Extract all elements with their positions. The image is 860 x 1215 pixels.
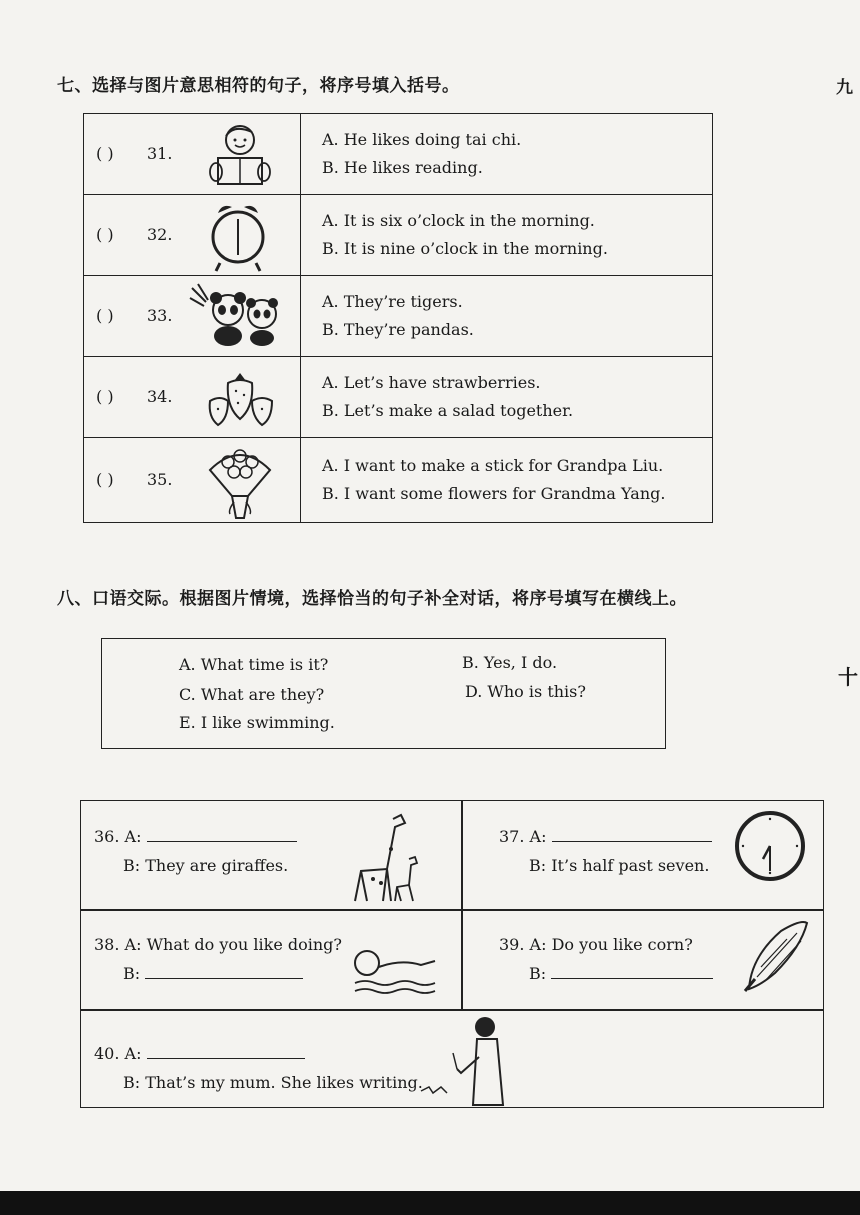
q38-line-a: 38. A: What do you like doing?	[94, 935, 342, 954]
option-a: A. They’re tigers.	[322, 292, 463, 311]
strawberries-icon	[204, 367, 276, 433]
answer-parenthesis[interactable]: ( )	[96, 470, 114, 489]
option-a: A. I want to make a stick for Grandpa Liu.	[322, 456, 664, 475]
option-a: A. It is six o’clock in the morning.	[322, 211, 595, 230]
option-e-sentence: E. I like swimming.	[179, 713, 335, 732]
section8-title: 八、口语交际。根据图片情境，选择恰当的句子补全对话，将序号填写在横线上。	[57, 589, 687, 609]
option-c-sentence: C. What are they?	[179, 685, 325, 704]
option-b: B. They’re pandas.	[322, 320, 474, 339]
q37-answer-blank[interactable]	[552, 841, 712, 842]
side-char-nine: 九	[836, 78, 853, 98]
question-number: 33.	[147, 306, 173, 325]
q36-speaker-a: 36. A:	[94, 827, 142, 846]
option-b: B. He likes reading.	[322, 158, 483, 177]
question-row-31	[84, 114, 713, 195]
option-a: A. He likes doing tai chi.	[322, 130, 522, 149]
q40-answer-blank[interactable]	[147, 1058, 305, 1059]
q36-line-b: B: They are giraffes.	[123, 856, 289, 875]
answer-parenthesis[interactable]: ( )	[96, 225, 114, 244]
q38-answer-blank[interactable]	[145, 978, 303, 979]
q36-line-a	[94, 827, 297, 846]
swimmer-icon	[351, 941, 443, 1001]
q37-speaker-a: 37. A:	[499, 827, 547, 846]
dialog-grid	[80, 800, 824, 1108]
woman-writing-icon	[417, 1013, 527, 1111]
option-b: B. It is nine o’clock in the morning.	[322, 239, 608, 258]
answer-parenthesis[interactable]: ( )	[96, 144, 114, 163]
q40-speaker-a: 40. A:	[94, 1044, 142, 1063]
q39-answer-blank[interactable]	[551, 978, 713, 979]
alarm-clock-icon	[208, 199, 268, 277]
q37-line-b: B: It’s half past seven.	[529, 856, 710, 875]
option-b: B. Let’s make a salad together.	[322, 401, 574, 420]
matching-table	[83, 113, 713, 523]
flower-bouquet-icon	[200, 440, 280, 524]
q40-line-b: B: That’s my mum. She likes writing.	[123, 1073, 423, 1092]
option-a-sentence: A. What time is it?	[179, 655, 329, 674]
q37-line-a	[499, 827, 712, 846]
q36-answer-blank[interactable]	[147, 841, 297, 842]
q39-line-a: 39. A: Do you like corn?	[499, 935, 693, 954]
boy-reading-icon	[204, 120, 276, 194]
question-row-32	[84, 195, 713, 276]
q39-line-b	[529, 964, 713, 983]
q40-line-a	[94, 1044, 305, 1063]
q38-speaker-b: B:	[123, 964, 141, 983]
question-number: 35.	[147, 470, 173, 489]
option-d-sentence: D. Who is this?	[465, 682, 586, 701]
wall-clock-icon	[733, 809, 807, 887]
question-number: 31.	[147, 144, 173, 163]
option-a: A. Let’s have strawberries.	[322, 373, 541, 392]
q38-line-b	[123, 964, 303, 983]
section7-title: 七、选择与图片意思相符的句子，将序号填入括号。	[57, 76, 460, 96]
side-char-ten: 十	[838, 665, 858, 689]
option-b: B. I want some flowers for Grandma Yang.	[322, 484, 666, 503]
question-number: 34.	[147, 387, 173, 406]
corn-icon	[741, 917, 813, 997]
answer-parenthesis[interactable]: ( )	[96, 387, 114, 406]
option-b-sentence: B. Yes, I do.	[462, 653, 558, 672]
question-row-35	[84, 438, 713, 523]
giraffes-icon	[343, 809, 433, 909]
scan-bottom-edge	[0, 1191, 860, 1215]
question-row-34	[84, 357, 713, 438]
question-row-33	[84, 276, 713, 357]
answer-parenthesis[interactable]: ( )	[96, 306, 114, 325]
pandas-icon	[188, 282, 284, 352]
q39-speaker-b: B:	[529, 964, 547, 983]
sentence-options-box	[101, 638, 666, 749]
question-number: 32.	[147, 225, 173, 244]
